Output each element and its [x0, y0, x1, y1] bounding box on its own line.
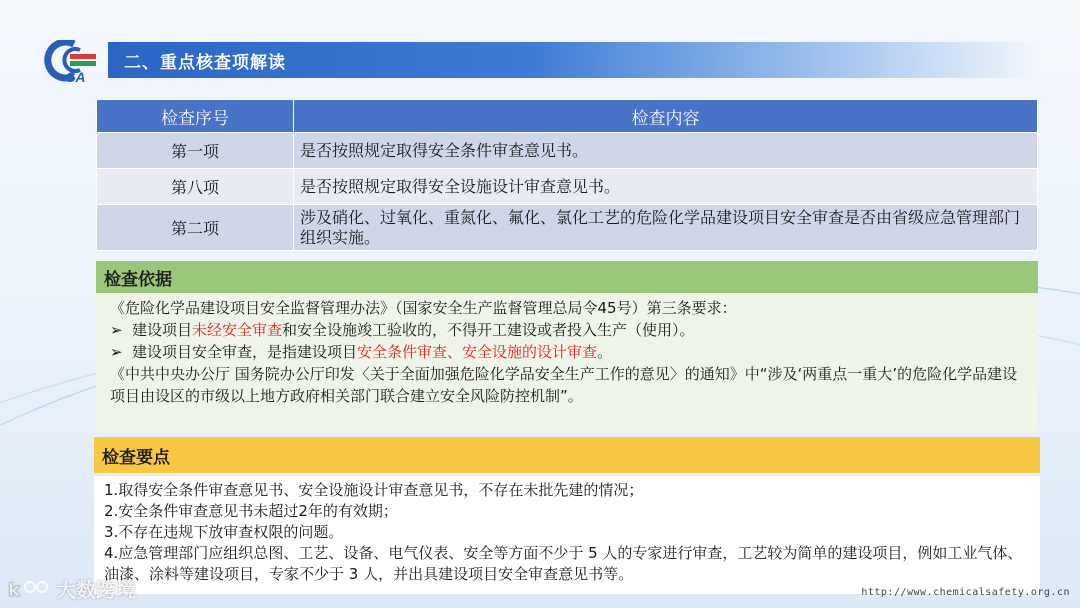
- table-cell-content: 涉及硝化、过氧化、重氮化、氟化、氯化工艺的危险化学品建设项目安全审查是否由省级应急管理部门组织实施。: [294, 205, 1038, 251]
- table-cell-seq: 第八项: [97, 169, 294, 205]
- points-section-body: [94, 476, 1040, 594]
- basis-section-header: [96, 261, 1038, 293]
- table-cell-seq: 第二项: [97, 205, 294, 251]
- text-segment: 建设项目: [132, 321, 193, 339]
- text-segment: 和安全设施竣工验收的，不得开工建设或者投入生产（使用）。: [282, 321, 695, 339]
- table-header-row: [97, 100, 1038, 133]
- column-header-seq: 检查序号: [97, 100, 294, 133]
- page-title: 二、重点核查项解读: [124, 52, 286, 73]
- table-cell-seq: 第一项: [97, 133, 294, 169]
- csa-logo-icon: [40, 40, 102, 84]
- text-segment: 建设项目安全审查，是指建设项目: [132, 343, 358, 361]
- logo-text: SA: [66, 69, 86, 84]
- list-item: 2.安全条件审查意见书未超过2年的有效期；: [104, 502, 398, 520]
- basis-title: 检查依据: [104, 269, 172, 290]
- highlight-text: 、: [447, 343, 463, 361]
- basis-bullet-text: [132, 319, 695, 341]
- section-header-bar: [108, 42, 1038, 78]
- table-row: [97, 169, 1038, 205]
- points-title: 检查要点: [102, 447, 170, 468]
- list-item: 1.取得安全条件审查意见书、安全设施设计审查意见书，不存在未批先建的情况；: [104, 481, 644, 499]
- highlight-text: 安全设施的设计审查: [462, 343, 598, 361]
- text-segment: 。: [597, 343, 613, 361]
- list-item: 3.不存在违规下放审查权限的问题。: [104, 523, 344, 541]
- table-row: [97, 205, 1038, 251]
- basis-bullet: [110, 341, 1024, 363]
- table-cell-content: 是否按照规定取得安全条件审查意见书。: [294, 133, 1038, 169]
- watermark: [8, 574, 136, 603]
- arrow-bullet-icon: ➢: [110, 321, 123, 339]
- basis-section-body: [96, 293, 1038, 431]
- basis-bullet: [110, 319, 1024, 341]
- basis-regulation-line: 《危险化学品建设项目安全监督管理办法》（国家安全生产监督管理总局令45号）第三条要求：: [110, 299, 737, 317]
- list-item: 4.应急管理部门应组织总图、工艺、设备、电气仪表、安全等方面不少于 5 人的专家进行审查，工艺较为简单的建设项目，例如工业气体、油漆、涂料等建设项目，专家不少于 3 人，并出具建设项目安全审查意见书等。: [104, 544, 1023, 583]
- basis-bullet-text: [132, 341, 612, 363]
- watermark-logo-icon: [8, 576, 52, 602]
- points-section-header: [94, 437, 1040, 473]
- arrow-bullet-icon: ➢: [110, 343, 123, 361]
- check-items-table: [96, 99, 1038, 251]
- table-cell-content: 是否按照规定取得安全设施设计审查意见书。: [294, 169, 1038, 205]
- footer-url: http://www.chemicalsafety.org.cn: [861, 587, 1070, 598]
- column-header-content: 检查内容: [294, 100, 1038, 133]
- table-row: [97, 133, 1038, 169]
- basis-notice-line: 《中共中央办公厅 国务院办公厅印发〈关于全面加强危险化学品安全生产工作的意见〉的通知》中“涉及‘两重点一重大’的危险化学品建设项目由设区的市级以上地方政府相关部门联合建立安全风险防控机制”。: [110, 365, 1018, 405]
- watermark-text: 大数跨境: [56, 578, 136, 602]
- svg-text:k: k: [8, 579, 20, 601]
- highlight-text: 未经安全审查: [192, 321, 283, 339]
- highlight-text: 安全条件审查: [357, 343, 448, 361]
